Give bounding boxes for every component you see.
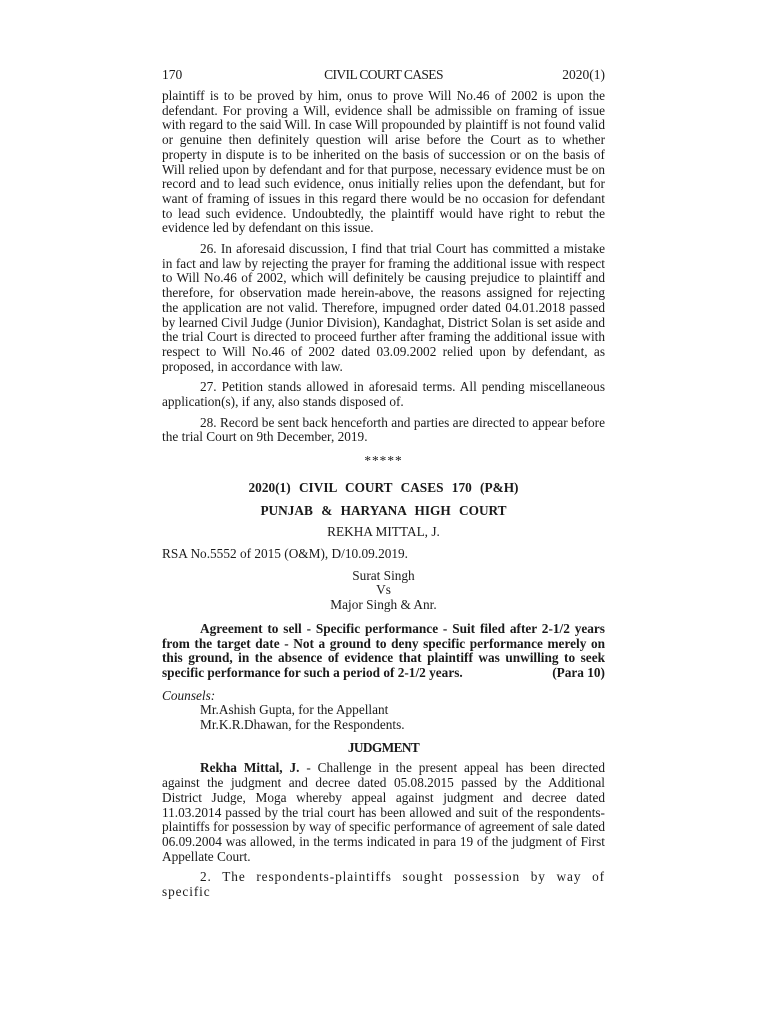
judgment-heading: JUDGMENT [347, 739, 420, 755]
judgment-author: Rekha Mittal, J. [200, 760, 300, 776]
paragraph-26: 26. In aforesaid discussion, I find that trial Court has committed a mistake in fact and law by rejecting the prayer for framing the additional issue with respect to Will No.46 of 2002, which will definitely be causing prejudice to plaintiff and therefore, for observation made herein-above, the reasons assigned for rejecting the application are not valid. Therefore, impugned order dated 04.01.2018 passed by learned Civil Judge (Junior Division), Kandaghat, District Solan is set aside and the trial Court is directed to proceed further after framing the additional issue with respect to Will No.46 of 2002 dated 03.09.2002 relied upon by defendant, as proposed, in accordance with law. [162, 241, 605, 374]
headnote-text: Agreement to sell - Specific performance - Suit filed after 2-1/2 years from the target date - Not a ground to deny specific performance merely on this ground, in the absence of evidence that plaintiff was unwilling to seek specific performance for such a period of 2-1/2 years. [162, 620, 605, 680]
paragraph-28: 28. Record be sent back henceforth and parties are directed to appear before the trial Court on 9th December, 2019. [162, 414, 605, 445]
paragraph-continued: plaintiff is to be proved by him, onus to prove Will No.46 of 2002 is upon the defendant. For proving a Will, evidence shall be admissible on framing of issue with regard to the said Will. In case Will propounded by plaintiff is not found valid or genuine then definitely question will arise before the Court as to whether property in dispute is to be inherited on the basis of succession or on the basis of Will relied upon by defendant and for that purpose, necessary evidence must be on record and to lead such evidence, onus initially relies upon the defendant, but for want of framing of issues in this regard there would be no occasion for defendant to lead such evidence. Undoubtedly, the plaintiff would have right to rebut the evidence led by defendant on this issue. [162, 88, 605, 236]
judgment-paragraph-2: 2. The respondents-plaintiffs sought possession by way of specific [162, 869, 605, 900]
page-number: 170 [162, 67, 183, 82]
volume-label: 2020(1) [562, 67, 605, 82]
headnote-para-reference: (Para 10) [552, 664, 605, 680]
headnote [162, 622, 605, 681]
case-number: RSA No.5552 of 2015 (O&M), D/10.09.2019. [162, 545, 408, 561]
court-name: PUNJAB & HARYANA HIGH COURT [260, 502, 507, 518]
party-appellant: Surat Singh [352, 567, 415, 583]
versus-label: Vs [376, 582, 391, 598]
counsel-respondents: Mr.K.R.Dhawan, for the Respondents. [200, 717, 405, 733]
judgment-paragraph-1 [162, 761, 605, 864]
case-citation: 2020(1) CIVIL COURT CASES 170 (P&H) [248, 479, 519, 495]
judge-name: REKHA MITTAL, J. [327, 524, 440, 540]
judgment-paragraph-1-text: - Challenge in the present appeal has been directed against the judgment and decree dated 05.08.2015 passed by the Additional District Judge, Moga whereby appeal against judgment and decree dated 11.03.2014 passed by the trial court has been allowed and suit of the respondents-plaintiffs for possession by way of specific performance of agreement of sale dated 06.09.2004 was allowed, in the terms indicated in para 19 of the judgment of First Appellate Court. [162, 760, 605, 864]
counsel-appellant: Mr.Ashish Gupta, for the Appellant [200, 702, 389, 718]
page-body [162, 89, 605, 900]
journal-title: CIVIL COURT CASES [324, 67, 443, 82]
party-respondent: Major Singh & Anr. [330, 597, 437, 613]
section-separator: ***** [364, 453, 403, 469]
paragraph-27: 27. Petition stands allowed in aforesaid terms. All pending miscellaneous application(s), if any, also stands disposed of. [162, 379, 605, 410]
case-parties [162, 569, 605, 613]
counsels-label: Counsels: [162, 687, 216, 703]
